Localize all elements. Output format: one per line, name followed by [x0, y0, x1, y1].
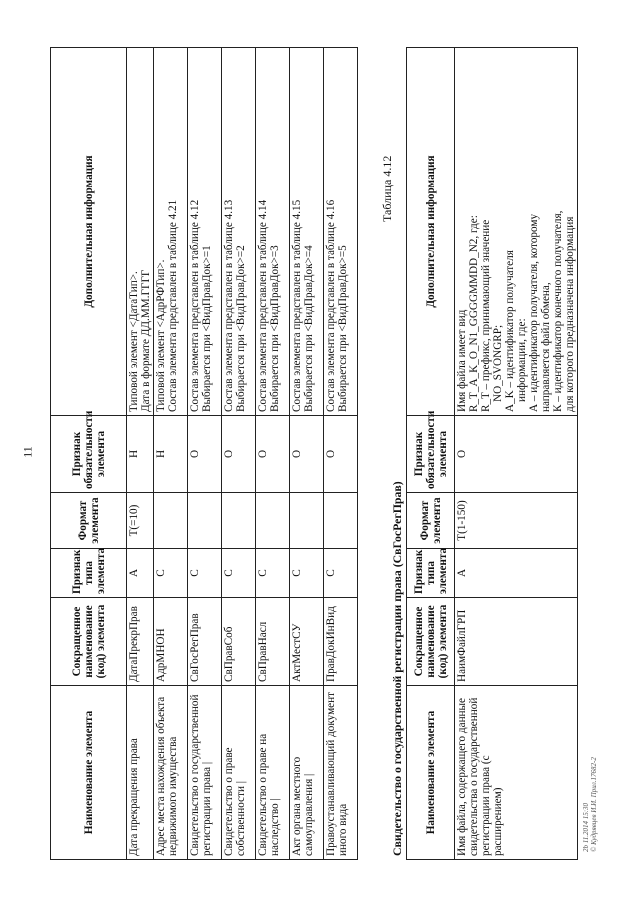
cell-name: Свидетельство о праве на наследство | — [256, 686, 290, 860]
cell-required: О — [222, 416, 256, 493]
cell-info: Имя файла имеет вид R_T_A_K_O_N1_GGGGMMDD_N2, где: R_T – префикс, принимающий значение NO_SVONGRP; A_K – идентификатор получателя информации, где: А – идентификатор получателя, которому направляется файл обмена, К – идентификатор конечного получателя, для которого предназначена информация — [455, 48, 578, 416]
cell-format — [324, 493, 358, 549]
table-number: Таблица 4.12 — [380, 155, 394, 222]
table-row — [188, 48, 222, 860]
cell-type: С — [256, 549, 290, 598]
col-header-code: Сокращенное наименование (код) элемента — [407, 598, 455, 686]
cell-code: СвПравСоб — [222, 598, 256, 686]
col-header-type: Признак типа элемента — [407, 549, 455, 598]
cell-type: С — [324, 549, 358, 598]
cell-info: Состав элемента представлен в таблице 4.14 Выбирается при <ВидПравДок>=3 — [256, 48, 290, 416]
cell-type: С — [188, 549, 222, 598]
cell-info: Состав элемента представлен в таблице 4.13 Выбирается при <ВидПравДок>=2 — [222, 48, 256, 416]
cell-type: A — [127, 549, 154, 598]
cell-code: ДатаПрекрПрав — [127, 598, 154, 686]
cell-type: С — [290, 549, 324, 598]
col-header-required: Признак обязательности элемента — [51, 416, 127, 493]
cell-info: Состав элемента представлен в таблице 4.12 Выбирается при <ВидПравДок>=1 — [188, 48, 222, 416]
cell-name: Акт органа местного самоуправления | — [290, 686, 324, 860]
table-row — [324, 48, 358, 860]
footer-stamp: 2b 11.2014 15:30 © Кудрявцев И.И. Прил.17682-2 — [582, 757, 598, 852]
cell-info: Состав элемента представлен в таблице 4.16 Выбирается при <ВидПравДок>=5 — [324, 48, 358, 416]
cell-required: Н — [127, 416, 154, 493]
cell-code: СвГосРегПрав — [188, 598, 222, 686]
cell-required: О — [256, 416, 290, 493]
cell-format — [256, 493, 290, 549]
cell-code: СвПравНасл — [256, 598, 290, 686]
cell-type: С — [222, 549, 256, 598]
tables-area — [0, 30, 640, 880]
rotated-page-content — [0, 30, 640, 880]
cell-name: Правоустанавливающий документ иного вида — [324, 686, 358, 860]
cell-name: Дата прекращения права — [127, 686, 154, 860]
cell-code: АдрМНОН — [154, 598, 188, 686]
cell-format — [290, 493, 324, 549]
col-header-format: Формат элемента — [407, 493, 455, 549]
cell-required: Н — [154, 416, 188, 493]
col-header-required: Признак обязательности элемента — [407, 416, 455, 493]
col-header-code: Сокращенное наименование (код) элемента — [51, 598, 127, 686]
page-number: 11 — [20, 446, 35, 458]
cell-required: О — [324, 416, 358, 493]
cell-name: Свидетельство о государственной регистрации права | — [188, 686, 222, 860]
col-header-format: Формат элемента — [51, 493, 127, 549]
cell-info: Типовой элемент <АдрРФТип>. Состав элемента представлен в таблице 4.21 — [154, 48, 188, 416]
cell-format — [222, 493, 256, 549]
svgosregprav-table — [406, 47, 578, 860]
col-header-info: Дополнительная информация — [407, 48, 455, 416]
col-header-name: Наименование элемента — [51, 686, 127, 860]
cell-required: О — [188, 416, 222, 493]
cell-format: T(=10) — [127, 493, 154, 549]
cell-code: НаимФайлГРП — [455, 598, 578, 686]
cell-code: АктМестСУ — [290, 598, 324, 686]
table-row — [290, 48, 324, 860]
col-header-name: Наименование элемента — [407, 686, 455, 860]
cell-type: A — [455, 549, 578, 598]
cell-name: Имя файла, содержащего данные свидетельства о государственной регистрации права (с расширением) — [455, 686, 578, 860]
cell-required: О — [455, 416, 578, 493]
cell-info: Состав элемента представлен в таблице 4.15 Выбирается при <ВидПравДок>=4 — [290, 48, 324, 416]
table-title: Свидетельство о государственной регистрации права (СвГосРегПрав) — [390, 481, 404, 856]
table-row — [256, 48, 290, 860]
table-row — [455, 48, 578, 860]
cell-name: Адрес места нахождения объекта недвижимого имущества — [154, 686, 188, 860]
cell-format — [154, 493, 188, 549]
col-header-info: Дополнительная информация — [51, 48, 127, 416]
cell-format — [188, 493, 222, 549]
table-row — [127, 48, 154, 860]
cell-required: О — [290, 416, 324, 493]
table-row — [222, 48, 256, 860]
cell-name: Свидетельство о праве собственности | — [222, 686, 256, 860]
cell-type: С — [154, 549, 188, 598]
table-row — [154, 48, 188, 860]
elements-table-continued — [50, 47, 358, 860]
cell-info: Типовой элемент <ДатаТип>. Дата в формате ДД.ММ.ГГГГ — [127, 48, 154, 416]
cell-code: ПравДокИнВид — [324, 598, 358, 686]
col-header-type: Признак типа элемента — [51, 549, 127, 598]
cell-format: T(1-150) — [455, 493, 578, 549]
